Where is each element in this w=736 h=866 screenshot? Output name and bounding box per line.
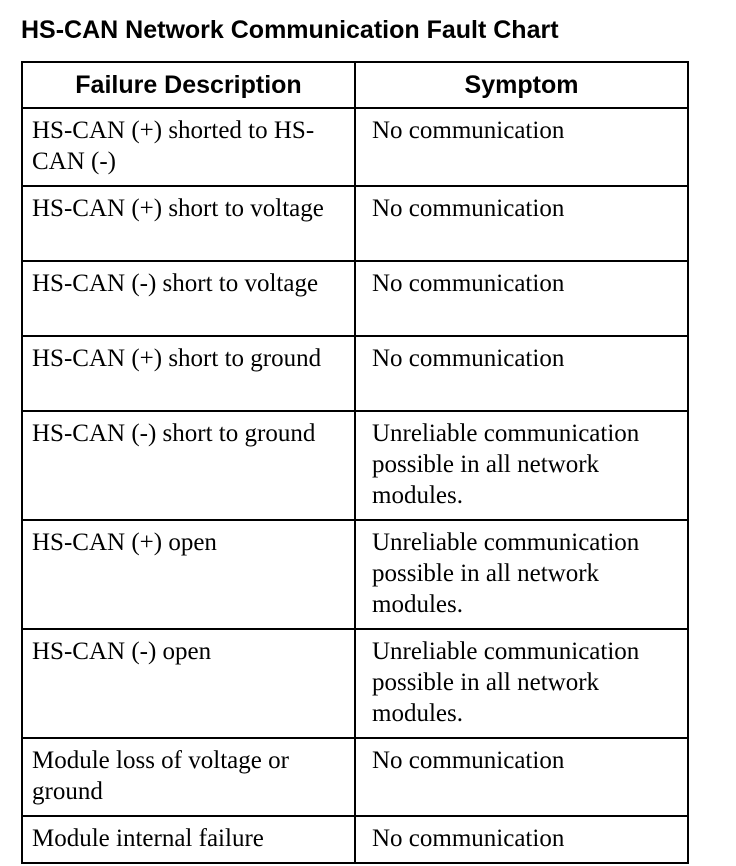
table-row bbox=[22, 186, 688, 261]
symptom-cell: No communication bbox=[355, 261, 688, 336]
symptom-cell: No communication bbox=[355, 336, 688, 411]
symptom-cell: No communication bbox=[355, 816, 688, 863]
table-row bbox=[22, 261, 688, 336]
symptom-cell: Unreliable communication possible in all network modules. bbox=[355, 629, 688, 738]
failure-cell: HS-CAN (+) short to voltage bbox=[22, 186, 355, 261]
failure-cell: Module internal failure bbox=[22, 816, 355, 863]
failure-cell: HS-CAN (+) open bbox=[22, 520, 355, 629]
table-row bbox=[22, 738, 688, 816]
fault-chart-table bbox=[21, 61, 689, 864]
failure-cell: Module loss of voltage or ground bbox=[22, 738, 355, 816]
table-row bbox=[22, 411, 688, 520]
header-failure-description: Failure Description bbox=[22, 62, 355, 108]
symptom-cell: No communication bbox=[355, 738, 688, 816]
failure-cell: HS-CAN (-) open bbox=[22, 629, 355, 738]
page-title: HS-CAN Network Communication Fault Chart bbox=[21, 16, 559, 44]
table-row bbox=[22, 816, 688, 863]
failure-cell: HS-CAN (+) short to ground bbox=[22, 336, 355, 411]
table-row bbox=[22, 108, 688, 186]
table-row bbox=[22, 629, 688, 738]
failure-cell: HS-CAN (+) shorted to HS-CAN (-) bbox=[22, 108, 355, 186]
table-row bbox=[22, 336, 688, 411]
table-header bbox=[22, 62, 688, 108]
failure-cell: HS-CAN (-) short to ground bbox=[22, 411, 355, 520]
table-body bbox=[22, 108, 688, 863]
failure-cell: HS-CAN (-) short to voltage bbox=[22, 261, 355, 336]
symptom-cell: Unreliable communication possible in all network modules. bbox=[355, 411, 688, 520]
header-symptom: Symptom bbox=[355, 62, 688, 108]
header-row bbox=[22, 62, 688, 108]
table-row bbox=[22, 520, 688, 629]
symptom-cell: No communication bbox=[355, 108, 688, 186]
symptom-cell: Unreliable communication possible in all network modules. bbox=[355, 520, 688, 629]
symptom-cell: No communication bbox=[355, 186, 688, 261]
